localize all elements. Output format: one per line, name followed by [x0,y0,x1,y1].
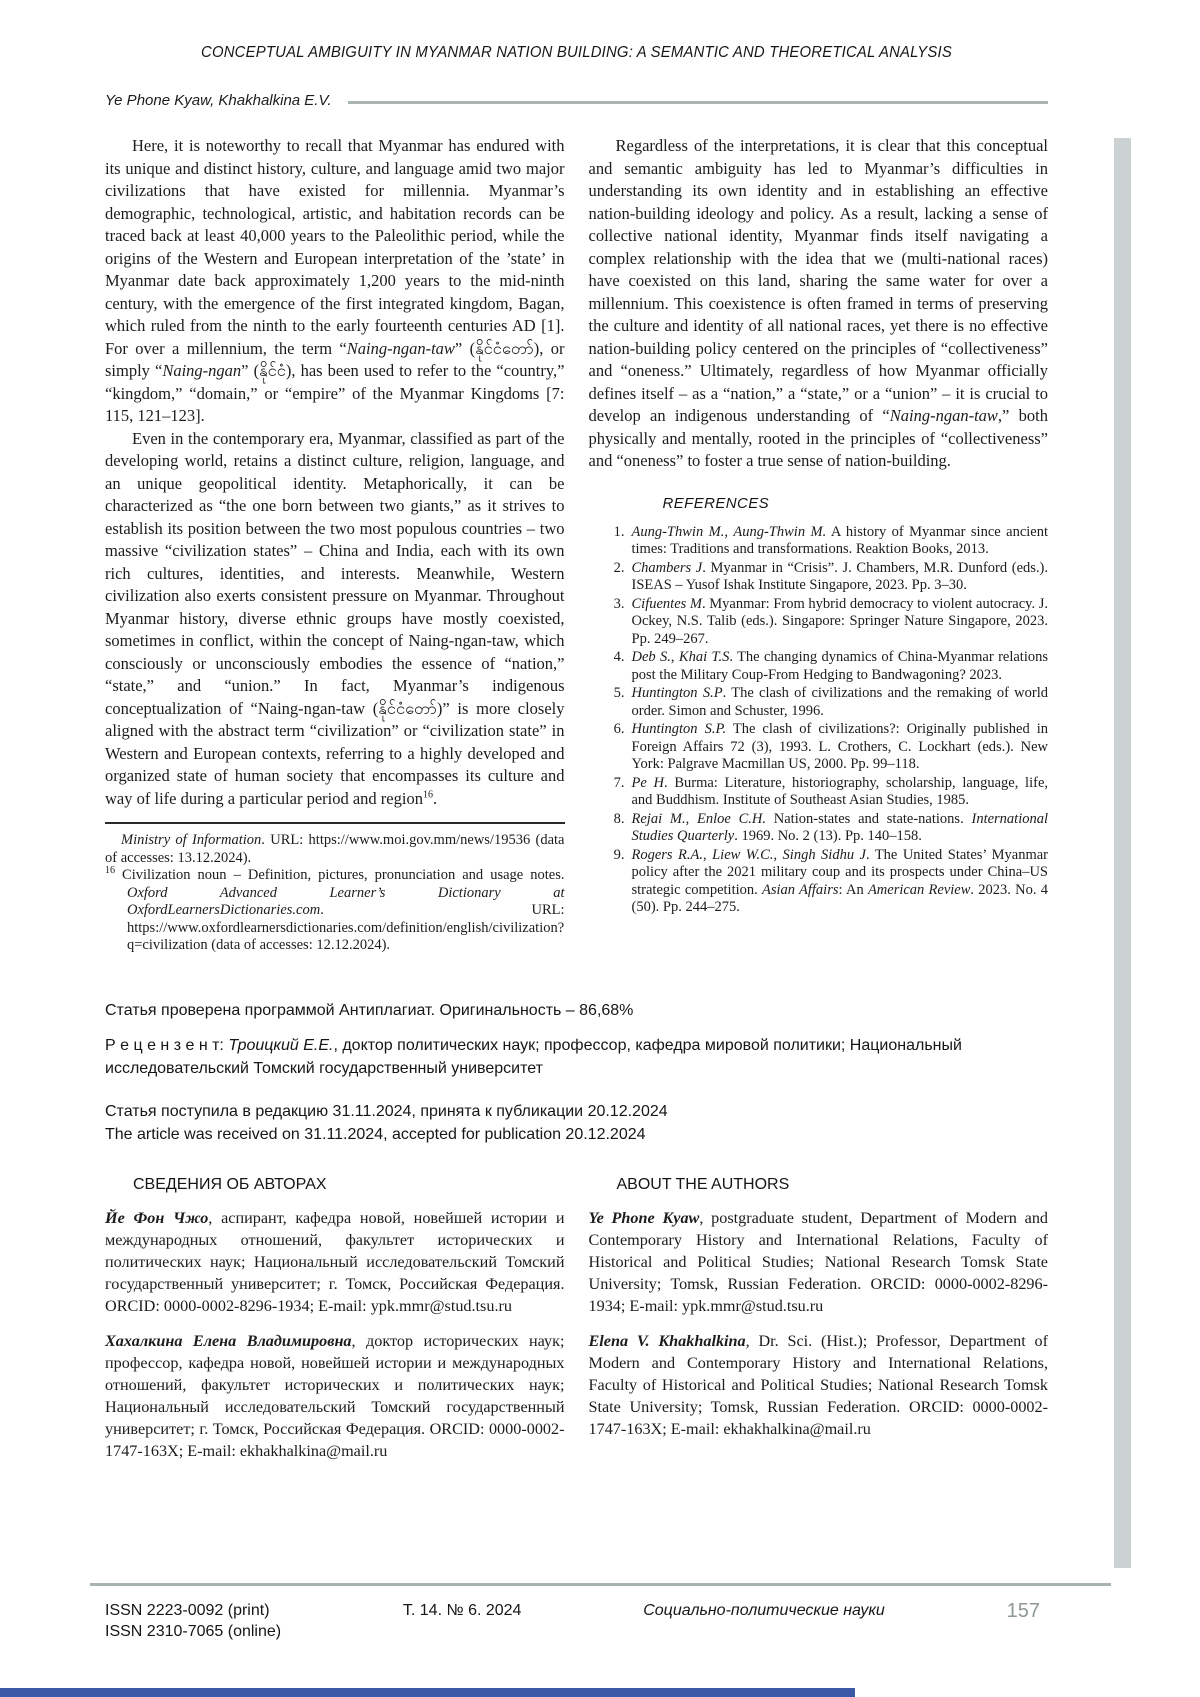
reference-text: Pe H. Burma: Literature, historiography, scholarship, language, life, and Buddhism. Institute of Southeast Asian Studies, 1985. [631,774,1049,808]
author-bio: Хахалкина Елена Владимировна, доктор исторических наук; профессор, кафедра новой, новейшей истории и международных отношений, факультет исторических и политических наук; Национальный исследовательский Томский государственный университет; г. Томск, Российская Федерация. ORCID: 0000-0002-1747-163X; E-mail: ekhakhalkina@mail.ru [105,1331,565,1460]
references-heading: REFERENCES [662,494,770,512]
reference-number: 8. [613,810,625,827]
right-column [589,135,1049,955]
authors-ru-heading: СВЕДЕНИЯ ОБ АВТОРАХ [133,1175,327,1193]
reference-item [603,847,1049,917]
reference-text: Rogers R.A., Liew W.C., Singh Sidhu J. The United States’ Myanmar policy after the 2021 military coup and its prospects under China–US strategic competition. Asian Affairs: An American Review. 2023. No. 4 (50). Pp. 244–275. [631,846,1048,915]
reference-text: Deb S., Khai T.S. The changing dynamics of China-Myanmar relations post the Military Coup-From Hedging to Bandwagoning? 2023. [631,649,1048,683]
bottom-accent-bar [0,1688,855,1697]
byline-authors: Ye Phone Kyaw, Khakhalkina E.V. [105,92,332,109]
reference-item [603,721,1049,774]
byline-rule [348,101,1048,104]
page-content [105,0,1048,1462]
reference-text: Huntington S.P. The clash of civilizations and the remaking of world order. Simon and Schuster, 1996. [631,685,1049,719]
reference-item [603,524,1049,559]
running-head: CONCEPTUAL AMBIGUITY IN MYANMAR NATION BUILDING: A SEMANTIC AND THEORETICAL ANALYSIS [201,44,952,61]
reviewer-note: Р е ц е н з е н т: Троицкий Е.Е., доктор политических наук; профессор, кафедра мировой политики; Национальный исследовательский Томский государственный университет [105,1036,962,1077]
issn-print: ISSN 2223-0092 (print) [105,1602,270,1619]
received-date-en: The article was received on 31.11.2024, accepted for publication 20.12.2024 [105,1125,646,1143]
reference-number: 4. [613,649,625,665]
antiplagiat-note: Статья проверена программой Антиплагиат. Оригинальность – 86,68% [105,1001,634,1019]
reference-item [603,775,1049,810]
authors-en-column [589,1176,1049,1462]
footnote-rule [105,822,565,824]
author-bio: Йе Фон Чжо, аспирант, кафедра новой, новейшей истории и международных отношений, факультет исторических и политических наук; Национальный исследовательский Томский государственный университет; г. Томск, Российская Федерация. ORCID: 0000-0002-8296-1934; E-mail: ypk.mmr@stud.tsu.ru [105,1208,565,1315]
reference-number: 5. [613,685,625,701]
page-number: 157 [1006,1600,1040,1622]
paragraph: Here, it is noteworthy to recall that Myanmar has endured with its unique and distinct history, culture, and language amid two major civilizations that have existed for millennia. Myanmar’s demographic, technological, artistic, and habitation records can be traced back at least 40,000 years to the Paleolithic period, while the origins of the Western and European interpretation of the ’state’ in Myanmar date back approximately 1,200 years to the mid-ninth century, with the emergence of the first integrated kingdom, Bagan, which ruled from the ninth to the early fourteenth centuries AD [1]. For over a millennium, the term “Naing-ngan-taw” (နိုင်ငံတော်), or simply “Naing-ngan” (နိုင်ငံ), has been used to refer to the “country,” “kingdom,” “domain,” or “empire” of the Myanmar Kingdoms [7: 115, 121–123]. [105,136,565,425]
reference-text: Cifuentes M. Myanmar: From hybrid democracy to violent autocracy. J. Ockey, N.S. Talib (eds.). Singapore: Springer Nature Singapore, 2023. Pp. 249–267. [631,595,1048,647]
body-columns [105,135,1048,955]
reference-number: 7. [613,774,625,791]
reference-item [603,596,1049,649]
volume-issue: Т. 14. № 6. 2024 [402,1602,522,1619]
authors-ru-column [105,1176,565,1462]
reference-text: Rejai M., Enloe C.H. Nation-states and state-nations. International Studies Quarterly. 1969. No. 2 (13). Pp. 140–158. [631,810,1049,844]
footnote-16: $^{16}$ Civilization noun – Definition, pictures, pronunciation and usage notes. Oxford Advanced Learner’s Dictionary at OxfordLearnersDictionaries.com. URL: https://www.oxfordlearnersdictionaries.com/definition/english/civilization?q=civilization (data of accesses: 12.12.2024). [105,865,565,953]
paragraph: Regardless of the interpretations, it is clear that this conceptual and semantic ambiguity has led to Myanmar’s difficulties in understanding its own identity and in establishing an effective nation-building ideology and policy. As a result, lacking a sense of collective national identity, Myanmar finds itself navigating a complex relationship with the idea that we (multi-national races) have coexisted on this land, sharing the same water for over a millennium. This coexistence is often framed in terms of preserving the culture and identity of all national races, yet there is no effective nation-building policy centered on the principles of “collectiveness” and “oneness.” Ultimately, regardless of how Myanmar officially defines itself – as a “nation,” a “state,” or a “union” – it is crucial to develop an indigenous understanding of “Naing-ngan-taw,” both physically and mentally, rooted in the principles of “collectiveness” and “oneness” to foster a true sense of nation-building. [588,136,1048,470]
reference-number: 9. [613,846,625,863]
reference-item [603,649,1049,684]
reference-item [603,685,1049,720]
reference-number: 2. [613,559,625,576]
page-footer [105,1600,1040,1642]
footer-rule [90,1583,1111,1586]
reference-item [603,560,1049,595]
reference-number: 1. [613,523,625,540]
reference-item [603,811,1049,846]
authors-columns [105,1176,1048,1462]
reference-text: Huntington S.P. The clash of civilizations?: Originally published in Foreign Affairs 72 (3), 1993. L. Crothers, C. Lockhart (eds.). New York: Palgrave Macmillan US, 2000. Pp. 99–118. [631,721,1048,772]
journal-title: Социально-политические науки [643,1602,885,1619]
author-bio: Elena V. Khakhalkina, Dr. Sci. (Hist.); Professor, Department of Modern and Contemporary History and International Relations, Faculty of Historical and Political Studies; National Research Tomsk State University; Tomsk, Russian Federation. ORCID: 0000-0002-1747-163X; E-mail: ekhakhalkina@mail.ru [588,1331,1048,1438]
author-bio: Ye Phone Kyaw, postgraduate student, Department of Modern and Contemporary History and International Relations, Faculty of Historical and Political Studies; National Research Tomsk State University; Tomsk, Russian Federation. ORCID: 0000-0002-8296-1934; E-mail: ypk.mmr@stud.tsu.ru [588,1208,1049,1315]
article-meta [105,999,1048,1146]
byline-row [105,92,1048,109]
reference-text: Aung-Thwin M., Aung-Thwin M. A history of Myanmar since ancient times: Traditions and transformations. Reaktion Books, 2013. [631,523,1048,557]
paragraph: Even in the contemporary era, Myanmar, classified as part of the developing world, retains a distinct culture, religion, language, and an unique geopolitical identity. Metaphorically, it can be characterized as “the one born between two giants,” as it strives to establish its position between the two most populous countries – two massive “civilization states” – China and India, each with its own rich cultures, identities, and interests. Meanwhile, Western civilization also exerts consistent pressure on Myanmar. Throughout Myanmar history, diverse ethnic groups have mostly coexisted, sometimes in conflict, within the concept of Naing-ngan-taw, which consciously or unconsciously embodies the essence of “nation,” “state,” and “union.” In fact, Myanmar’s indigenous conceptualization of “Naing-ngan-taw (နိုင်ငံတော်)” is more closely aligned with the abstract term “civilization” or “civilization state” in Western and European contexts, referring to a highly developed and organized state of human society that encompasses its culture and way of life during a particular period and region$^{16}$. [105,428,565,808]
footnote-continuation: Ministry of Information. URL: https://www.moi.gov.mm/news/19536 (data of accesses: 13.12.2024). [105,832,565,866]
reference-number: 6. [613,721,625,737]
reference-number: 3. [613,595,625,612]
right-margin-bar [1114,138,1131,1568]
left-column [105,135,565,955]
issn-online: ISSN 2310-7065 (online) [105,1623,282,1640]
authors-en-heading: ABOUT THE AUTHORS [616,1175,790,1193]
reference-text: Chambers J. Myanmar in “Crisis”. J. Chambers, M.R. Dunford (eds.). ISEAS – Yusof Ishak Institute Singapore, 2023. Pp. 3–30. [631,559,1048,593]
received-date-ru: Статья поступила в редакцию 31.11.2024, принята к публикации 20.12.2024 [105,1102,668,1120]
issn-block [105,1600,281,1642]
